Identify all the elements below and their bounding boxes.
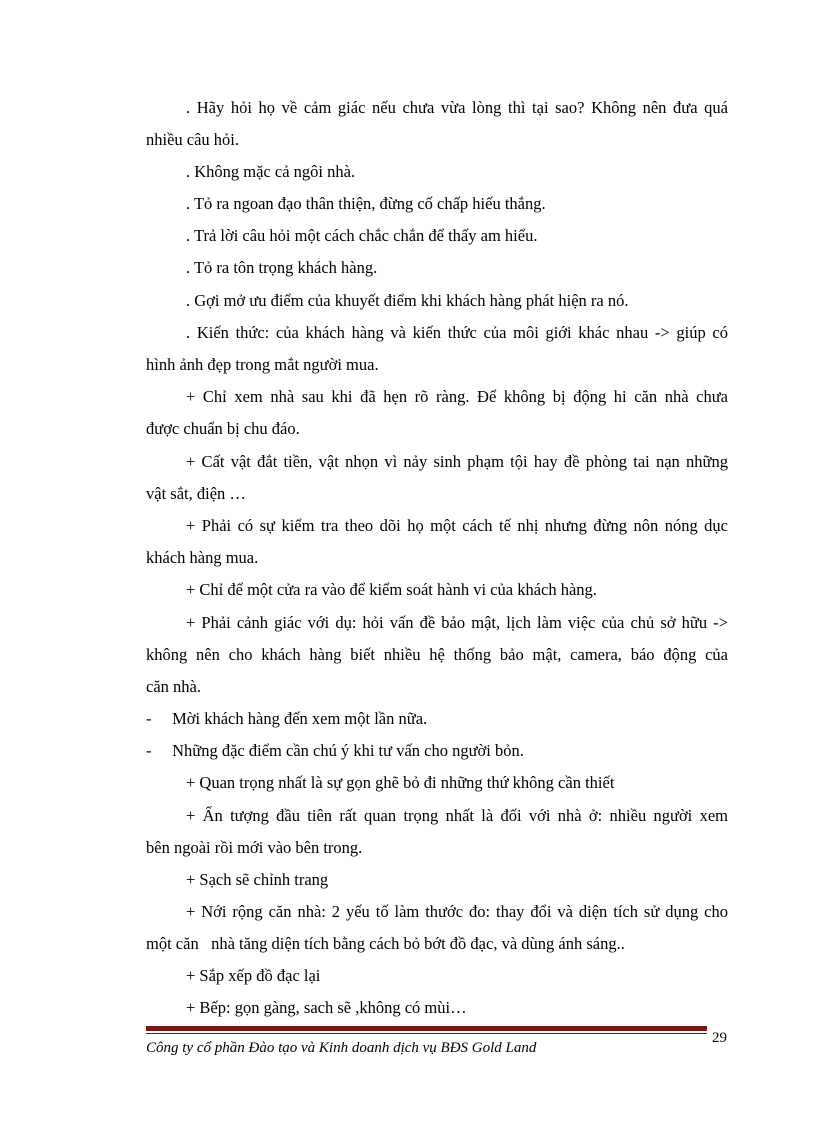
body-line: được chuẩn bị chu đáo.: [146, 419, 300, 438]
body-line: + Sắp xếp đồ đạc lại: [186, 966, 321, 985]
body-line: căn nhà.: [146, 677, 201, 696]
body-line: + Bếp: gọn gàng, sach sẽ ,không có mùi…: [186, 998, 467, 1017]
body-line: nhiều câu hỏi.: [146, 130, 240, 149]
body-line: + Phải có sự kiểm tra theo dõi họ một cách tế nhị nhưng đừng nôn nóng dục: [186, 516, 728, 535]
body-line: . Kiến thức: của khách hàng và kiến thức của môi giới khác nhau -> giúp có: [186, 323, 728, 342]
footer-company-name: Công ty cổ phần Đào tạo và Kinh doanh dịch vụ BĐS Gold Land: [146, 1040, 537, 1056]
body-line: một căn nhà tăng diện tích bằng cách bỏ bớt đồ đạc, và dùng ánh sáng..: [146, 934, 625, 953]
body-line: . Hãy hỏi họ về cảm giác nếu chưa vừa lòng thì tại sao? Không nên đưa quá: [186, 98, 728, 117]
body-line: . Trả lời câu hỏi một cách chắc chắn để thấy am hiểu.: [186, 226, 538, 245]
body-line: . Gợi mở ưu điểm của khuyết điểm khi khách hàng phát hiện ra nó.: [186, 291, 629, 310]
body-line: + Chỉ xem nhà sau khi đã hẹn rõ ràng. Để không bị động hi căn nhà chưa: [186, 387, 728, 406]
body-line: không nên cho khách hàng biết nhiều hệ thống bảo mật, camera, báo động của: [146, 645, 728, 664]
footer-rule-thin: [146, 1033, 707, 1034]
body-line: khách hàng mua.: [146, 548, 259, 567]
footer-rule-thick: [146, 1026, 707, 1031]
body-line: - Mời khách hàng đến xem một lần nữa.: [146, 709, 428, 728]
body-line: + Cất vật đắt tiền, vật nhọn vì nảy sinh phạm tội hay đề phòng tai nạn những: [186, 452, 728, 471]
body-line: - Những đặc điểm cần chú ý khi tư vấn cho người bỏn.: [146, 741, 524, 760]
body-line: . Tỏ ra ngoan đạo thân thiện, đừng cố chấp hiếu thắng.: [186, 194, 546, 213]
body-line: bên ngoài rồi mới vào bên trong.: [146, 838, 363, 857]
body-line: vật sắt, điện …: [146, 484, 246, 503]
body-line: + Quan trọng nhất là sự gọn ghẽ bỏ đi những thứ không cần thiết: [186, 773, 615, 792]
body-line: + Phải cảnh giác với dụ: hỏi vấn đề bảo mật, lịch làm việc của chủ sở hữu ->: [186, 613, 728, 632]
page-number: 29: [712, 1030, 727, 1046]
body-line: + Nới rộng căn nhà: 2 yếu tố làm thước đo: thay đổi và diện tích sử dụng cho: [186, 902, 728, 921]
body-line: . Không mặc cả ngôi nhà.: [186, 162, 356, 181]
body-line: + Sạch sẽ chỉnh trang: [186, 870, 329, 889]
body-line: + Chỉ để một cửa ra vào để kiểm soát hành vi của khách hàng.: [186, 580, 597, 599]
body-line: hình ảnh đẹp trong mắt người mua.: [146, 355, 379, 374]
body-line: . Tỏ ra tôn trọng khách hàng.: [186, 258, 378, 277]
body-line: + Ấn tượng đầu tiên rất quan trọng nhất là đối với nhà ở: nhiều người xem: [186, 806, 728, 825]
